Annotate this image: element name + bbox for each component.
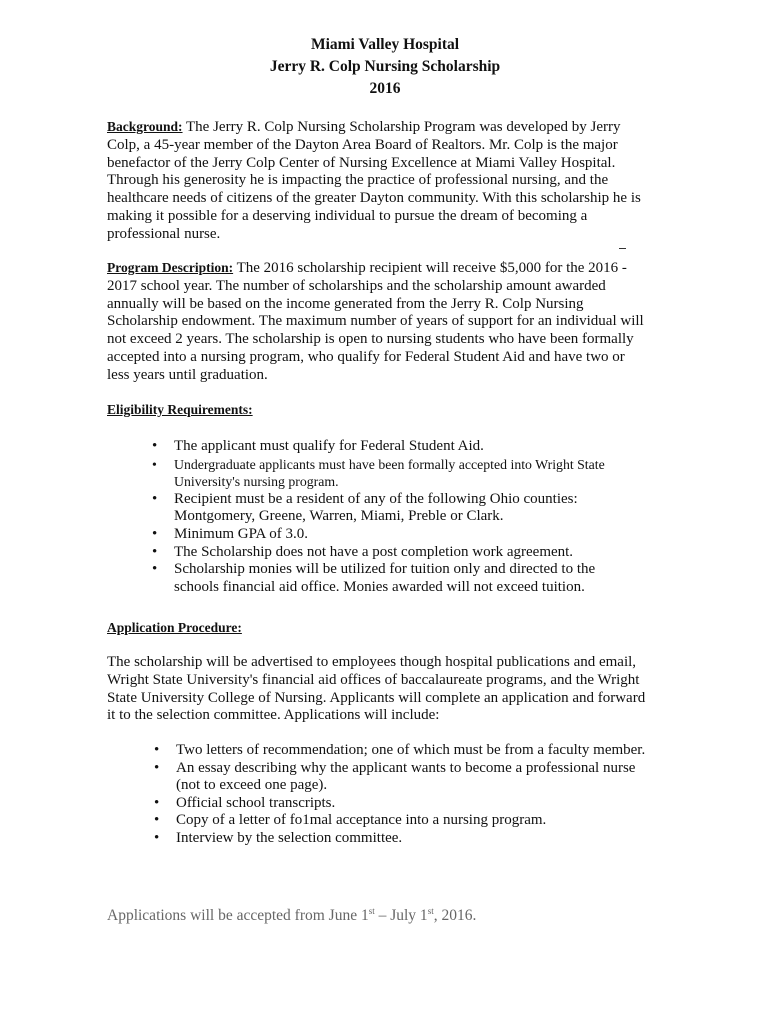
list-item: • Two letters of recommendation; one of which must be from a faculty member.	[154, 742, 646, 758]
background-section	[107, 118, 647, 244]
application-list	[152, 742, 647, 848]
list-item: • An essay describing why the applicant wants to become a professional nurse (not to exceed one page).	[154, 759, 636, 794]
eligibility-heading: Eligibility Requirements:	[107, 402, 253, 417]
list-item: • Official school transcripts.	[154, 794, 336, 811]
scholarship-title: Jerry R. Colp Nursing Scholarship	[269, 58, 501, 75]
list-item: • Minimum GPA of 3.0.	[152, 525, 309, 542]
list-item: • Scholarship monies will be utilized for tuition only and directed to the schools financial aid office. Monies awarded will not exceed tuition.	[152, 561, 596, 595]
stray-mark	[619, 248, 626, 249]
background-label: Background:	[107, 119, 183, 134]
list-item: • Interview by the selection committee.	[154, 829, 403, 846]
program-description-text: The 2016 scholarship recipient will receive $5,000 for the 2016 - 2017 school year. The number of scholarships and the scholarship amount awarded annually will be based on the income generated from the Jerry R. Colp Nursing Scholarship endowment. The maximum number of years of support for an individual will not exceed 2 years. The scholarship is open to nursing students who have been formally accepted into a nursing program, who qualify for Federal Student Aid and have two or less years until graduation.	[107, 260, 644, 383]
hospital-name: Miami Valley Hospital	[310, 36, 460, 53]
program-description-label: Program Description:	[107, 260, 234, 275]
list-item: • Recipient must be a resident of any of the following Ohio counties: Montgomery, Greene, Warren, Miami, Preble or Clark.	[152, 490, 578, 525]
scholarship-year: 2016	[369, 80, 401, 97]
list-item: • The applicant must qualify for Federal Student Aid.	[152, 438, 484, 454]
application-heading: Application Procedure:	[107, 620, 242, 635]
program-description-section	[107, 259, 647, 385]
application-text: The scholarship will be advertised to employees though hospital publications and email, Wright State University's financial aid offices of baccalaureate programs, and the Wright State University College of Nursing. Applicants will complete an application and forward it to the selection committee. Applications will include:	[107, 654, 646, 724]
list-item: • The Scholarship does not have a post completion work agreement.	[152, 543, 574, 560]
document-header	[0, 34, 770, 100]
background-text: The Jerry R. Colp Nursing Scholarship Program was developed by Jerry Colp, a 45-year member of the Dayton Area Board of Realtors. Mr. Colp is the major benefactor of the Jerry Colp Center of Nursing Excellence at Miami Valley Hospital. Through his generosity he is impacting the practice of professional nursing, and the healthcare needs of citizens of the greater Dayton community. With this scholarship he is making it possible for a deserving individual to pursue the dream of becoming a professional nurse.	[107, 119, 641, 242]
eligibility-list	[150, 438, 630, 596]
list-item: • Undergraduate applicants must have been formally accepted into Wright State University's nursing program.	[152, 456, 605, 490]
application-dates: Applications will be accepted from June 1st – July 1st, 2016.	[107, 906, 477, 925]
list-item: • Copy of a letter of fo1mal acceptance into a nursing program.	[154, 812, 547, 829]
